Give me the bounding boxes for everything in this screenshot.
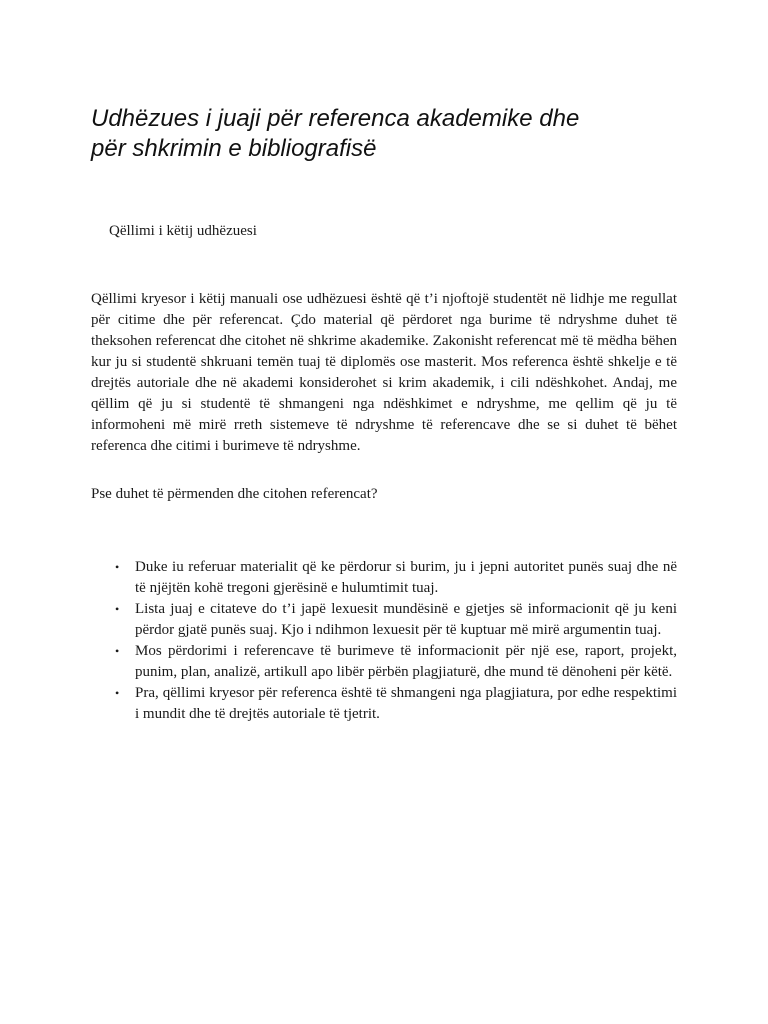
list-item-text: Duke iu referuar materialit që ke përdorur si burim, ju i jepni autoritet punës suaj dhe në të njëjtën kohë tregoni gjerësinë e hulumtimit tuaj. — [135, 559, 677, 596]
list-item — [91, 599, 677, 641]
bullet-icon: • — [115, 602, 120, 616]
section-heading-purpose: Qëllimi i këtij udhëzuesi — [109, 223, 257, 239]
list-item-text: Pra, qëllimi kryesor për referenca është të shmangeni nga plagjiatura, por edhe respektimi i mundit dhe të drejtës autoriale të tjetrit. — [135, 685, 677, 722]
document-title — [91, 104, 691, 164]
list-item — [91, 557, 677, 599]
purpose-paragraph: Qëllimi kryesor i këtij manuali ose udhëzuesi është që t’i njoftojë studentët në lidhje me regullat për citime dhe për referencat. Çdo material që përdoret nga burime të ndryshme duhet të theksohen referencat dhe citohet në shkrime akademike. Zakonisht referencat më të mëdha bëhen kur ju si studentë shkruani temën tuaj të diplomës ose masterit. Mos referenca është shkelje e të drejtës autoriale dhe në akademi konsiderohet si krim akademik, i cili ndëshkohet. Andaj, me qëllim që ju si studentë të shmangeni nga ndëshkimet e ndryshme, me qellim që ju të informoheni më mirë rreth sistemeve të ndryshme të referencave dhe se si duhet të bëhet referenca dhe citimi i burimeve të ndryshme. — [91, 291, 677, 454]
section-heading-why-cite: Pse duhet të përmenden dhe citohen referencat? — [91, 486, 378, 502]
title-line-1: Udhëzues i juaji për referenca akademike dhe — [91, 105, 580, 132]
list-item-text: Mos përdorimi i referencave të burimeve të informacionit për një ese, raport, projekt, punim, plan, analizë, artikull apo libër përbën plagjiaturë, dhe mund të dënoheni për këtë. — [135, 643, 677, 680]
list-item — [91, 641, 677, 683]
bullet-icon: • — [115, 686, 120, 700]
title-line-2: për shkrimin e bibliografisë — [91, 135, 377, 162]
list-item — [91, 683, 677, 725]
list-item-text: Lista juaj e citateve do t’i japë lexuesit mundësinë e gjetjes së informacionit që ju keni përdor gjatë punës suaj. Kjo i ndihmon lexuesit për të kuptuar më mirë argumentin tuaj. — [135, 601, 677, 638]
bullet-icon: • — [115, 560, 120, 574]
reasons-list — [91, 557, 677, 725]
bullet-icon: • — [115, 644, 120, 658]
